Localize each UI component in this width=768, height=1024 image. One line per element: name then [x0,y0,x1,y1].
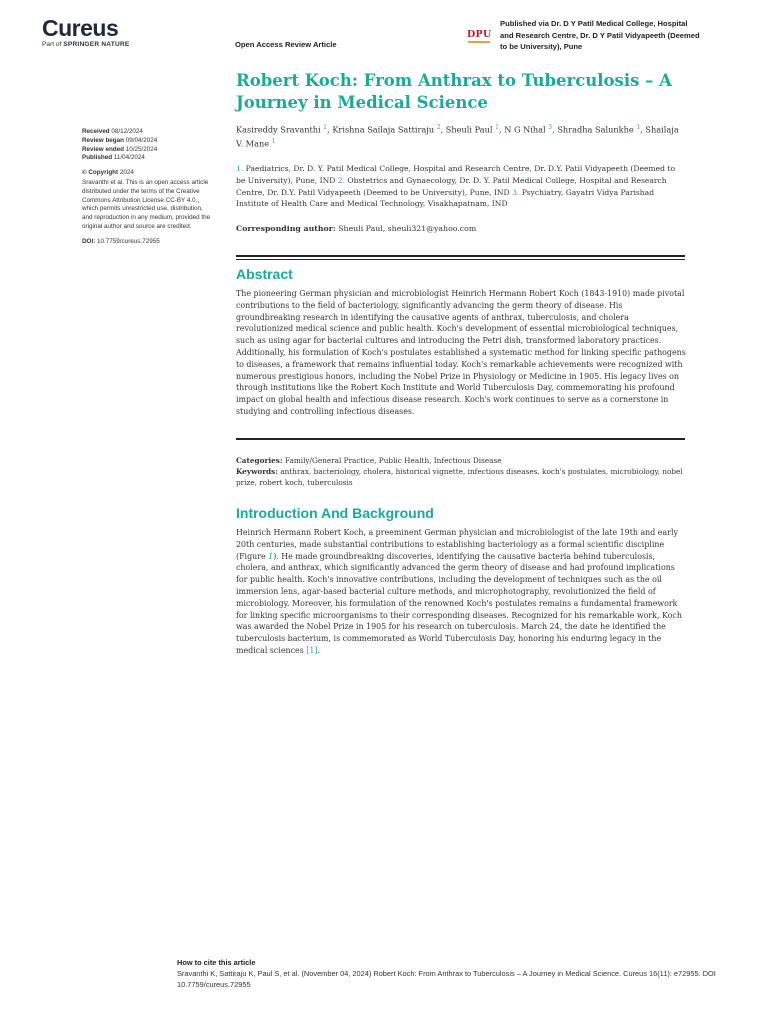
article-history-sidebar [82,128,214,247]
author-affiliation-number[interactable]: 1 [495,124,499,131]
corresponding-author-label: Corresponding author: [236,224,336,233]
author-name: N G Nihal [504,124,546,135]
author-name: Krishna Sailaja Sattiraju [332,124,435,135]
author-separator: , [498,124,505,135]
keywords-label: Keywords: [236,467,278,476]
author-separator: , [440,124,446,135]
intro-heading: Introduction And Background [236,505,434,521]
intro-paragraph [236,527,688,657]
copyright-row [82,169,214,178]
dpu-logo-bar [468,41,490,43]
keywords-value: anthrax, bacteriology, cholera, historical vignette, infectious diseases, koch's postulates, microbiology, nobel prize, robert koch, tuberculosis [236,467,683,487]
review-began-date: 09/04/2024 [125,136,158,144]
figure-reference-link[interactable]: 1 [268,551,274,561]
categories-value: Family/General Practice, Public Health, Infectious Disease [284,456,502,465]
author-separator: , [640,124,646,135]
logo-sub-prefix: Part of [42,41,64,48]
categories-label: Categories: [236,456,283,465]
doi-value[interactable]: 10.7759/cureus.72955 [97,237,160,245]
copyright-label: © Copyright [82,169,119,177]
affiliation-number: 2. [337,175,345,185]
author-affiliation-number[interactable]: 2 [436,124,441,131]
author-separator: , [552,124,558,135]
affiliation-list [236,163,686,210]
logo-subtitle [42,41,130,48]
published-via-note: Published via Dr. D Y Patil Medical College, Hospital and Research Centre, Dr. D Y Patil Vidyapeeth (Deemed to be University), Pune [500,19,700,51]
how-to-cite [177,958,722,990]
published-row [82,154,214,163]
copyright-year: 2024 [119,169,134,177]
categories-block [236,455,686,488]
abstract-bottom-rule [236,438,685,440]
article-type-label: Open Access Review Article [235,40,337,49]
affiliation-text: Obstetrics and Gynaecology, Dr. D. Y. Patil Medical College, Hospital and Research Centre, Dr. D.Y. Patil Vidyapeeth (Deemed to be University), Pune, IND [236,175,667,197]
review-ended-label: Review ended [82,145,124,153]
received-label: Received [82,128,110,135]
author-name: Sheuli Paul [445,124,493,135]
published-date: 11/04/2024 [113,154,145,162]
categories-row [236,455,686,466]
abstract-top-rule [236,255,685,257]
cite-text: Sravanthi K, Sattiraju K, Paul S, et al. (November 04, 2024) Robert Koch: From Anthrax to Tuberculosis – A Journey in Medical Science. Cureus 16(11): e72955. DOI 10.7759/cureus.72955 [177,968,716,989]
logo-sub-brand: SPRINGER NATURE [63,41,130,48]
dpu-logo: DPU [467,29,492,40]
abstract-top-rule-thin [236,259,685,260]
doi-row [82,238,214,247]
review-began-row [82,137,214,146]
author-affiliation-number[interactable]: 3 [548,124,553,131]
review-ended-date: 10/25/2024 [125,145,158,153]
keywords-row [236,466,686,488]
received-date: 08/12/2024 [111,128,143,135]
published-label: Published [82,154,113,162]
author-name: Kasireddy Sravanthi [236,124,321,135]
corresponding-author-value[interactable]: Sheuli Paul, sheuli321@yahoo.com [338,224,477,233]
abstract-heading: Abstract [236,266,293,282]
citation-reference-link[interactable]: [1] [306,645,318,655]
intro-text-part-2: ). He made groundbreaking discoveries, identifying the causative bacteria behind tuberculosis, cholera, and anthrax, which significantly advanced the germ theory of disease and had profound implications for public health. Koch's innovative contributions, including the development of techniques such as the oil immersion lens, agar-based bacterial culture methods, and microphotography, revolutionized the field of microbiology. Moreover, his formulation of the renowned Koch's postulates remains a fundamental framework for linking specific microorganisms to their corresponding diseases. Recognized for his remarkable work, Koch was awarded the Nobel Prize in 1905 for his research on tuberculosis. March 24, the date he identified the tuberculosis bacterium, is commemorated as World Tuberculosis Day, honoring his enduring legacy in the medical sciences [236,551,682,655]
author-separator: , [327,124,333,135]
author-affiliation-number[interactable]: 1 [636,124,641,131]
cite-heading: How to cite this article [177,958,256,967]
affiliation-text: Paediatrics, Dr. D. Y. Patil Medical College, Hospital and Research Centre, Dr. D.Y. Patil Vidyapeeth (Deemed to be University), Pune, IND [236,164,676,185]
author-affiliation-number[interactable]: 1 [323,124,328,131]
review-ended-row [82,146,214,155]
doi-label: DOI: [82,237,96,245]
author-list [236,122,686,150]
author-name: Shradha Salunkhe [557,124,634,135]
author-name: Shailaja V. Mane [236,124,679,149]
intro-text-part-1: Heinrich Hermann Robert Koch, a preeminent German physician and microbiologist of the late 19th and early 20th centuries, made substantial contributions to establishing bacteriology as a formal scientific discipline (Figure [236,528,678,561]
intro-text-part-3: . [317,645,320,655]
logo-wordmark: Cureus [42,15,119,41]
article-title: Robert Koch: From Anthrax to Tuberculosis – A Journey in Medical Science [236,71,672,112]
author-affiliation-number[interactable]: 1 [271,138,276,146]
affiliation-number: 1. [236,164,244,173]
corresponding-author [236,224,686,233]
review-began-label: Review began [82,136,124,144]
license-text: Sravanthi et al. This is an open access article distributed under the terms of the Creative Commons Attribution License CC-BY 4.0., which permits unrestricted use, distribution, and reproduction in any medium, provided the original author and source are credited. [82,178,211,230]
affiliation-number: 3. [512,187,520,197]
cureus-logo[interactable] [42,16,130,48]
received-row [82,128,214,137]
abstract-text: The pioneering German physician and microbiologist Heinrich Hermann Robert Koch (1843-1910) made pivotal contributions to the field of bacteriology, significantly advancing the germ theory of disease. His groundbreaking research in identifying the causative agents of anthrax, tuberculosis, and cholera revolutionized medical science and public health. Koch's development of essential microbiological techniques, such as using agar for bacterial cultures and introducing the Petri dish, transformed laboratory practices. Additionally, his formulation of Koch's postulates established a systematic method for linking specific pathogens to diseases, a framework that remains influential today. Koch's remarkable achievements were recognized with numerous prestigious honors, including the Nobel Prize in Physiology or Medicine in 1905. His legacy lives on through institutions like the Robert Koch Institute and World Tuberculosis Day, commemorating his profound impact on global health and infectious disease research. Koch's work continues to serve as a cornerstone in studying and controlling infectious diseases. [236,289,686,416]
affiliation-text: Psychiatry, Gayatri Vidya Parishad Institute of Health Care and Medical Technology, Visakhapatnam, IND [236,187,655,209]
